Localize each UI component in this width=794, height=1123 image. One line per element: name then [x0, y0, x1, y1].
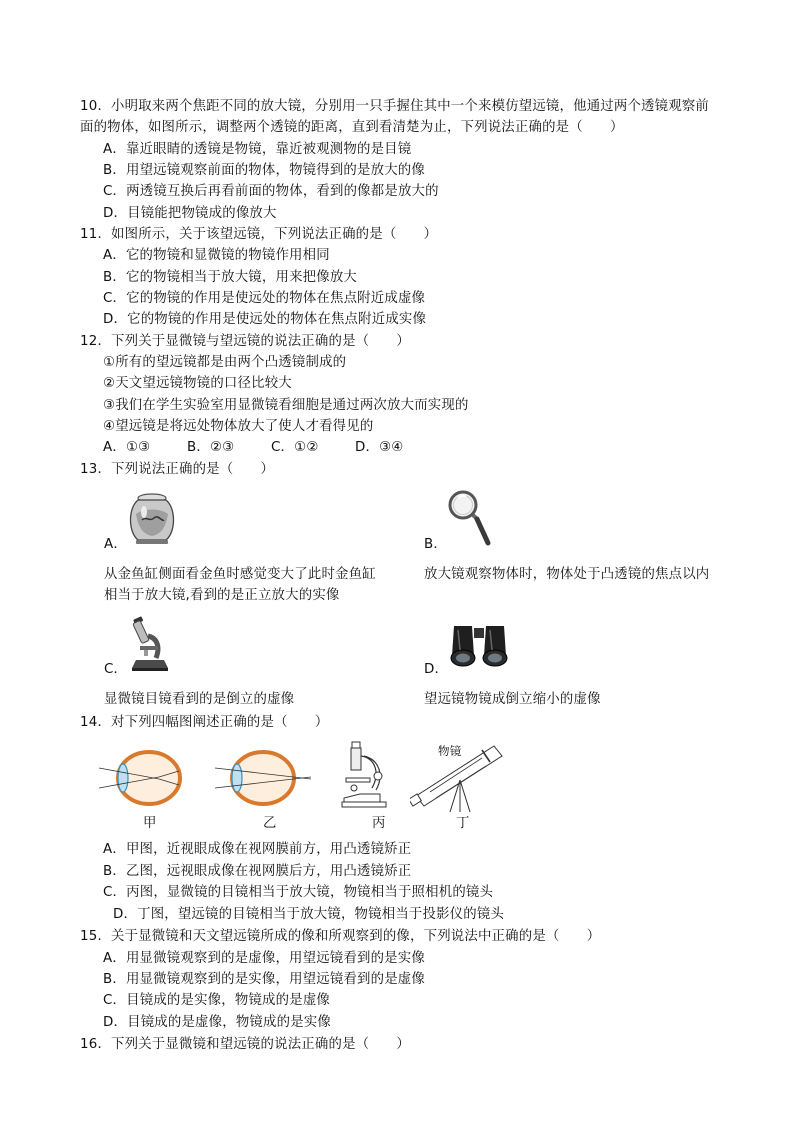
- q12-statement-3: ③我们在学生实验室用显微镜看细胞是通过两次放大而实现的: [103, 398, 469, 413]
- q15-option-a: A．用显微镜观察到的是虚像，用望远镜看到的是实像: [103, 951, 425, 966]
- q15-option-b: B．用显微镜观察到的是实像，用望远镜看到的是虚像: [103, 972, 425, 987]
- q13-option-a-text-line1: 从金鱼缸侧面看金鱼时感觉变大了此时金鱼缸: [104, 567, 376, 582]
- q15-option-d: D．目镜成的是虚像，物镜成的是实像: [103, 1015, 331, 1030]
- q12-option-a: A．①③: [103, 440, 151, 455]
- q13-option-d-text: 望远镜物镜成倒立缩小的虚像: [424, 692, 601, 707]
- q16-stem: 16．下列关于显微镜和望远镜的说法正确的是（ ）: [80, 1037, 411, 1052]
- q13-option-c-text: 显微镜目镜看到的是倒立的虚像: [104, 692, 295, 707]
- q12-statement-4: ④望远镜是将远处物体放大了使人才看得见的: [103, 419, 374, 434]
- q14-option-a: A．甲图，近视眼成像在视网膜前方，用凸透镜矫正: [103, 842, 412, 857]
- q11-option-a: A．它的物镜和显微镜的物镜作用相同: [103, 248, 330, 263]
- q10-option-b: B．用望远镜观察前面的物体，物镜得到的是放大的像: [103, 163, 425, 178]
- q11-option-d: D．它的物镜的作用是使远处的物体在焦点附近成实像: [103, 312, 427, 327]
- q14-option-c: C．丙图，显微镜的目镜相当于放大镜，物镜相当于照相机的镜头: [103, 885, 494, 900]
- q14-figure-yi-label: 乙: [263, 816, 277, 831]
- q14-option-b: B．乙图，远视眼成像在视网膜后方，用凸透镜矫正: [103, 864, 412, 879]
- myopia-eye-diagram: [97, 748, 189, 808]
- q12-option-d: D．③④: [355, 440, 404, 455]
- q12-stem: 12．下列关于显微镜与望远镜的说法正确的是（ ）: [80, 334, 411, 349]
- microscope-diagram: [340, 738, 392, 812]
- q14-objective-lens-label: 物镜: [438, 744, 462, 758]
- q15-option-c: C．目镜成的是实像，物镜成的是虚像: [103, 993, 330, 1008]
- fishbowl-image: [126, 492, 178, 548]
- q13-option-a-letter: A．: [104, 537, 127, 552]
- q14-figure-jia-label: 甲: [143, 816, 157, 831]
- binoculars-image: [448, 620, 510, 670]
- q10-option-d: D．目镜能把物镜成的像放大: [103, 206, 277, 221]
- q13-stem: 13．下列说法正确的是（ ）: [80, 462, 275, 477]
- magnifier-image: [446, 488, 492, 548]
- q10-stem-line2: 面的物体，如图所示，调整两个透镜的距离，直到看清楚为止，下列说法正确的是（ ）: [80, 120, 624, 135]
- q12-option-b: B．②③: [187, 440, 235, 455]
- q11-stem: 11．如图所示，关于该望远镜，下列说法正确的是（ ）: [80, 227, 438, 242]
- q11-option-c: C．它的物镜的作用是使远处的物体在焦点附近成虚像: [103, 291, 426, 306]
- q14-figure-ding-label: 丁: [456, 816, 470, 831]
- q13-option-c-letter: C．: [104, 662, 128, 677]
- q13-option-a-text-line2: 相当于放大镜,看到的是正立放大的实像: [104, 588, 340, 603]
- q13-option-b-text: 放大镜观察物体时，物体处于凸透镜的焦点以内: [424, 567, 710, 582]
- q12-option-c: C．①②: [271, 440, 319, 455]
- q10-option-c: C．两透镜互换后再看前面的物体，看到的像都是放大的: [103, 184, 439, 199]
- q12-statement-2: ②天文望远镜物镜的口径比较大: [103, 376, 292, 391]
- q13-option-b-letter: B．: [424, 537, 447, 552]
- q14-stem: 14．对下列四幅图阐述正确的是（ ）: [80, 715, 329, 730]
- q15-stem: 15．关于显微镜和天文望远镜所成的像和所观察到的像，下列说法中正确的是（ ）: [80, 929, 601, 944]
- microscope-image: [128, 616, 172, 672]
- q11-option-b: B．它的物镜相当于放大镜，用来把像放大: [103, 270, 358, 285]
- q14-option-d: D．丁图，望远镜的目镜相当于放大镜，物镜相当于投影仪的镜头: [113, 907, 505, 922]
- q13-option-d-letter: D．: [424, 662, 449, 677]
- q10-option-a: A．靠近眼睛的透镜是物镜，靠近被观测物的是目镜: [103, 142, 412, 157]
- q12-statement-1: ①所有的望远镜都是由两个凸透镜制成的: [103, 355, 347, 370]
- hyperopia-eye-diagram: [213, 748, 317, 808]
- q14-figure-bing-label: 丙: [372, 816, 386, 831]
- q10-stem-line1: 10．小明取来两个焦距不同的放大镜，分别用一只手握住其中一个来模仿望远镜，他通过两个透镜观察前: [80, 99, 710, 114]
